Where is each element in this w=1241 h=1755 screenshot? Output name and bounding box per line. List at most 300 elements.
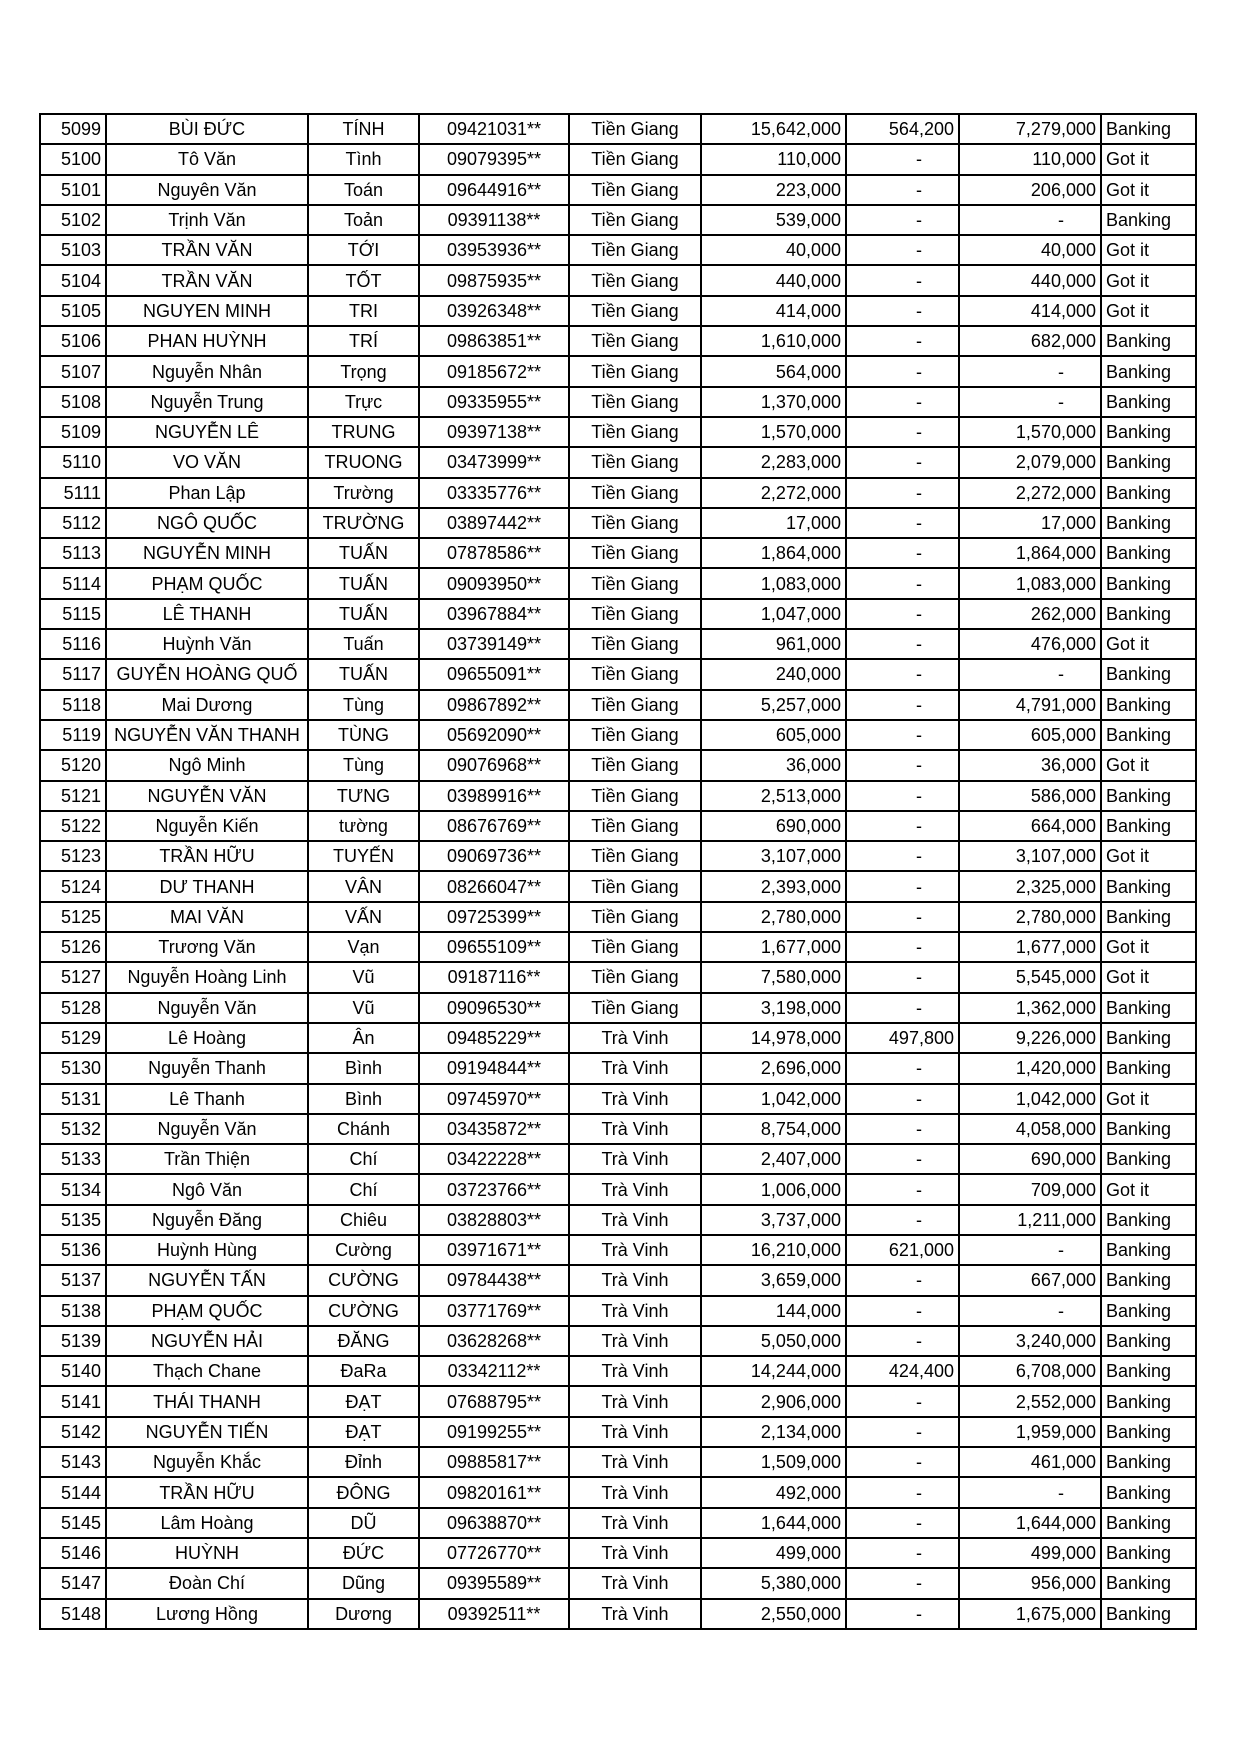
cell-last-name: Đỉnh xyxy=(308,1447,419,1477)
cell-phone: 03989916** xyxy=(419,781,569,811)
cell-first-name: TRẦN VĂN xyxy=(106,235,308,265)
cell-id: 5137 xyxy=(40,1265,106,1295)
cell-status: Got it xyxy=(1101,962,1196,992)
cell-amount-3: 956,000 xyxy=(959,1568,1101,1598)
cell-phone: 03723766** xyxy=(419,1174,569,1204)
cell-first-name: TRẦN HỮU xyxy=(106,841,308,871)
cell-amount-2: - xyxy=(846,841,959,871)
cell-status: Banking xyxy=(1101,1144,1196,1174)
cell-amount-1: 1,509,000 xyxy=(701,1447,846,1477)
cell-phone: 09863851** xyxy=(419,326,569,356)
cell-last-name: ĐaRa xyxy=(308,1356,419,1386)
cell-amount-3: 690,000 xyxy=(959,1144,1101,1174)
cell-province: Tiền Giang xyxy=(569,993,701,1023)
cell-status: Banking xyxy=(1101,720,1196,750)
table-row xyxy=(40,841,1196,871)
cell-first-name: Nguyễn Hoàng Linh xyxy=(106,962,308,992)
cell-amount-2: - xyxy=(846,356,959,386)
cell-province: Tiền Giang xyxy=(569,387,701,417)
cell-id: 5133 xyxy=(40,1144,106,1174)
cell-amount-1: 2,272,000 xyxy=(701,478,846,508)
cell-amount-3: 2,780,000 xyxy=(959,902,1101,932)
cell-amount-2: - xyxy=(846,811,959,841)
cell-phone: 03473999** xyxy=(419,447,569,477)
cell-province: Tiền Giang xyxy=(569,659,701,689)
cell-last-name: TƯNG xyxy=(308,781,419,811)
cell-amount-3: 1,675,000 xyxy=(959,1599,1101,1629)
cell-province: Trà Vinh xyxy=(569,1053,701,1083)
table-row xyxy=(40,296,1196,326)
cell-amount-1: 5,380,000 xyxy=(701,1568,846,1598)
cell-amount-3: 461,000 xyxy=(959,1447,1101,1477)
cell-province: Trà Vinh xyxy=(569,1265,701,1295)
cell-last-name: TỐT xyxy=(308,265,419,295)
cell-phone: 07726770** xyxy=(419,1538,569,1568)
cell-id: 5123 xyxy=(40,841,106,871)
cell-id: 5111 xyxy=(40,478,106,508)
cell-first-name: Ngô Minh xyxy=(106,750,308,780)
cell-id: 5140 xyxy=(40,1356,106,1386)
cell-amount-1: 14,244,000 xyxy=(701,1356,846,1386)
cell-last-name: Tùng xyxy=(308,750,419,780)
cell-province: Trà Vinh xyxy=(569,1447,701,1477)
table-row xyxy=(40,1114,1196,1144)
cell-id: 5136 xyxy=(40,1235,106,1265)
cell-amount-3: - xyxy=(959,387,1101,417)
cell-last-name: Cường xyxy=(308,1235,419,1265)
cell-amount-2: - xyxy=(846,1447,959,1477)
table-row xyxy=(40,962,1196,992)
cell-status: Banking xyxy=(1101,1386,1196,1416)
cell-phone: 09187116** xyxy=(419,962,569,992)
cell-amount-2: - xyxy=(846,1174,959,1204)
cell-last-name: ĐÔNG xyxy=(308,1477,419,1507)
cell-status: Banking xyxy=(1101,1114,1196,1144)
cell-amount-1: 5,050,000 xyxy=(701,1326,846,1356)
cell-amount-1: 15,642,000 xyxy=(701,114,846,144)
cell-first-name: TRẦN HỮU xyxy=(106,1477,308,1507)
cell-province: Trà Vinh xyxy=(569,1296,701,1326)
cell-province: Tiền Giang xyxy=(569,114,701,144)
cell-first-name: LÊ THANH xyxy=(106,599,308,629)
cell-last-name: Trọng xyxy=(308,356,419,386)
cell-status: Got it xyxy=(1101,144,1196,174)
cell-amount-1: 2,393,000 xyxy=(701,871,846,901)
cell-id: 5124 xyxy=(40,871,106,901)
cell-amount-2: - xyxy=(846,235,959,265)
cell-amount-1: 1,644,000 xyxy=(701,1508,846,1538)
cell-province: Trà Vinh xyxy=(569,1326,701,1356)
cell-last-name: Vũ xyxy=(308,993,419,1023)
cell-last-name: Vũ xyxy=(308,962,419,992)
data-table xyxy=(39,113,1197,1630)
cell-last-name: Vạn xyxy=(308,932,419,962)
cell-province: Trà Vinh xyxy=(569,1023,701,1053)
cell-amount-2: - xyxy=(846,447,959,477)
cell-amount-1: 414,000 xyxy=(701,296,846,326)
cell-phone: 03971671** xyxy=(419,1235,569,1265)
cell-first-name: Phan Lập xyxy=(106,478,308,508)
table-row xyxy=(40,417,1196,447)
cell-amount-3: - xyxy=(959,1477,1101,1507)
cell-status: Got it xyxy=(1101,1084,1196,1114)
cell-amount-3: 682,000 xyxy=(959,326,1101,356)
table-row xyxy=(40,932,1196,962)
cell-first-name: Nguyễn Thanh xyxy=(106,1053,308,1083)
cell-amount-3: 110,000 xyxy=(959,144,1101,174)
cell-amount-3: 1,083,000 xyxy=(959,568,1101,598)
cell-amount-1: 440,000 xyxy=(701,265,846,295)
cell-province: Trà Vinh xyxy=(569,1205,701,1235)
cell-id: 5100 xyxy=(40,144,106,174)
cell-id: 5105 xyxy=(40,296,106,326)
cell-status: Banking xyxy=(1101,871,1196,901)
cell-amount-2: - xyxy=(846,205,959,235)
cell-amount-2: - xyxy=(846,1144,959,1174)
cell-first-name: NGUYEN MINH xyxy=(106,296,308,326)
cell-phone: 09820161** xyxy=(419,1477,569,1507)
cell-status: Banking xyxy=(1101,1508,1196,1538)
cell-province: Trà Vinh xyxy=(569,1538,701,1568)
cell-id: 5142 xyxy=(40,1417,106,1447)
cell-phone: 03953936** xyxy=(419,235,569,265)
cell-amount-1: 2,906,000 xyxy=(701,1386,846,1416)
cell-status: Banking xyxy=(1101,599,1196,629)
cell-last-name: Toán xyxy=(308,175,419,205)
cell-first-name: Trương Văn xyxy=(106,932,308,962)
cell-last-name: DŨ xyxy=(308,1508,419,1538)
table-row xyxy=(40,1023,1196,1053)
cell-amount-3: 7,279,000 xyxy=(959,114,1101,144)
cell-first-name: Mai Dương xyxy=(106,690,308,720)
cell-phone: 09638870** xyxy=(419,1508,569,1538)
cell-last-name: Chí xyxy=(308,1174,419,1204)
cell-amount-3: 605,000 xyxy=(959,720,1101,750)
cell-amount-2: - xyxy=(846,1599,959,1629)
cell-phone: 09885817** xyxy=(419,1447,569,1477)
cell-last-name: Chiêu xyxy=(308,1205,419,1235)
cell-phone: 03828803** xyxy=(419,1205,569,1235)
cell-province: Tiền Giang xyxy=(569,781,701,811)
cell-last-name: CƯỜNG xyxy=(308,1265,419,1295)
cell-province: Trà Vinh xyxy=(569,1568,701,1598)
cell-last-name: TÙNG xyxy=(308,720,419,750)
cell-id: 5104 xyxy=(40,265,106,295)
cell-last-name: TUẤN xyxy=(308,568,419,598)
cell-last-name: Tình xyxy=(308,144,419,174)
cell-amount-1: 1,677,000 xyxy=(701,932,846,962)
cell-province: Trà Vinh xyxy=(569,1174,701,1204)
cell-last-name: Chánh xyxy=(308,1114,419,1144)
table-row xyxy=(40,205,1196,235)
cell-last-name: Tuấn xyxy=(308,629,419,659)
cell-status: Banking xyxy=(1101,356,1196,386)
cell-first-name: NGUYỄN VĂN xyxy=(106,781,308,811)
cell-first-name: Nguyễn Văn xyxy=(106,1114,308,1144)
cell-amount-3: 667,000 xyxy=(959,1265,1101,1295)
cell-amount-1: 2,283,000 xyxy=(701,447,846,477)
cell-province: Tiền Giang xyxy=(569,478,701,508)
cell-status: Got it xyxy=(1101,750,1196,780)
cell-first-name: Nguyễn Đăng xyxy=(106,1205,308,1235)
cell-first-name: Lâm Hoàng xyxy=(106,1508,308,1538)
cell-id: 5103 xyxy=(40,235,106,265)
cell-id: 5138 xyxy=(40,1296,106,1326)
cell-first-name: NGUYỄN TIẾN xyxy=(106,1417,308,1447)
cell-amount-2: - xyxy=(846,720,959,750)
cell-province: Tiền Giang xyxy=(569,538,701,568)
cell-id: 5148 xyxy=(40,1599,106,1629)
cell-status: Got it xyxy=(1101,629,1196,659)
cell-amount-2: - xyxy=(846,1326,959,1356)
cell-status: Got it xyxy=(1101,1174,1196,1204)
cell-amount-3: 3,240,000 xyxy=(959,1326,1101,1356)
cell-amount-2: - xyxy=(846,690,959,720)
cell-last-name: TRUNG xyxy=(308,417,419,447)
cell-status: Got it xyxy=(1101,296,1196,326)
cell-id: 5145 xyxy=(40,1508,106,1538)
cell-phone: 09096530** xyxy=(419,993,569,1023)
cell-phone: 03967884** xyxy=(419,599,569,629)
cell-amount-2: - xyxy=(846,265,959,295)
cell-phone: 09076968** xyxy=(419,750,569,780)
cell-status: Banking xyxy=(1101,1356,1196,1386)
cell-amount-1: 36,000 xyxy=(701,750,846,780)
cell-province: Tiền Giang xyxy=(569,326,701,356)
cell-last-name: Trường xyxy=(308,478,419,508)
cell-first-name: GUYỄN HOÀNG QUỐ xyxy=(106,659,308,689)
cell-amount-3: 1,864,000 xyxy=(959,538,1101,568)
cell-amount-2: - xyxy=(846,932,959,962)
cell-first-name: Thạch Chane xyxy=(106,1356,308,1386)
cell-amount-3: 499,000 xyxy=(959,1538,1101,1568)
cell-id: 5132 xyxy=(40,1114,106,1144)
cell-id: 5120 xyxy=(40,750,106,780)
cell-last-name: Chí xyxy=(308,1144,419,1174)
cell-first-name: Nguyễn Trung xyxy=(106,387,308,417)
cell-phone: 09093950** xyxy=(419,568,569,598)
cell-amount-3: 40,000 xyxy=(959,235,1101,265)
cell-amount-2: - xyxy=(846,1053,959,1083)
cell-province: Tiền Giang xyxy=(569,902,701,932)
cell-last-name: Bình xyxy=(308,1084,419,1114)
cell-amount-2: - xyxy=(846,508,959,538)
cell-status: Banking xyxy=(1101,205,1196,235)
cell-amount-3: - xyxy=(959,1235,1101,1265)
cell-last-name: TRƯỜNG xyxy=(308,508,419,538)
cell-status: Banking xyxy=(1101,1447,1196,1477)
cell-phone: 09397138** xyxy=(419,417,569,447)
cell-id: 5126 xyxy=(40,932,106,962)
table-row xyxy=(40,326,1196,356)
cell-amount-1: 144,000 xyxy=(701,1296,846,1326)
cell-amount-3: 476,000 xyxy=(959,629,1101,659)
cell-amount-2: - xyxy=(846,326,959,356)
cell-province: Tiền Giang xyxy=(569,690,701,720)
cell-first-name: Lê Thanh xyxy=(106,1084,308,1114)
cell-last-name: TUẤN xyxy=(308,538,419,568)
cell-amount-2: - xyxy=(846,1265,959,1295)
cell-id: 5127 xyxy=(40,962,106,992)
cell-amount-2: - xyxy=(846,750,959,780)
cell-amount-1: 1,864,000 xyxy=(701,538,846,568)
cell-last-name: Dương xyxy=(308,1599,419,1629)
cell-id: 5114 xyxy=(40,568,106,598)
cell-first-name: Lê Hoàng xyxy=(106,1023,308,1053)
cell-province: Tiền Giang xyxy=(569,508,701,538)
cell-province: Tiền Giang xyxy=(569,750,701,780)
cell-last-name: Trực xyxy=(308,387,419,417)
table-row xyxy=(40,1144,1196,1174)
cell-status: Banking xyxy=(1101,690,1196,720)
table-row xyxy=(40,265,1196,295)
cell-amount-2: - xyxy=(846,1508,959,1538)
cell-phone: 09421031** xyxy=(419,114,569,144)
cell-amount-3: 2,325,000 xyxy=(959,871,1101,901)
cell-status: Got it xyxy=(1101,841,1196,871)
cell-amount-3: - xyxy=(959,356,1101,386)
cell-amount-3: 1,042,000 xyxy=(959,1084,1101,1114)
cell-id: 5112 xyxy=(40,508,106,538)
table-row xyxy=(40,1386,1196,1416)
cell-id: 5143 xyxy=(40,1447,106,1477)
cell-id: 5102 xyxy=(40,205,106,235)
cell-status: Banking xyxy=(1101,902,1196,932)
cell-last-name: TUẤN xyxy=(308,599,419,629)
table-row xyxy=(40,1084,1196,1114)
cell-amount-2: - xyxy=(846,538,959,568)
cell-id: 5108 xyxy=(40,387,106,417)
cell-amount-2: - xyxy=(846,871,959,901)
cell-amount-3: 206,000 xyxy=(959,175,1101,205)
cell-id: 5141 xyxy=(40,1386,106,1416)
cell-last-name: ĐỨC xyxy=(308,1538,419,1568)
table-row xyxy=(40,1447,1196,1477)
cell-first-name: VO VĂN xyxy=(106,447,308,477)
cell-amount-3: 6,708,000 xyxy=(959,1356,1101,1386)
cell-amount-2: 621,000 xyxy=(846,1235,959,1265)
cell-status: Got it xyxy=(1101,265,1196,295)
cell-amount-1: 5,257,000 xyxy=(701,690,846,720)
cell-status: Banking xyxy=(1101,1417,1196,1447)
cell-id: 5110 xyxy=(40,447,106,477)
cell-status: Banking xyxy=(1101,1205,1196,1235)
cell-amount-2: - xyxy=(846,387,959,417)
cell-first-name: Trần Thiện xyxy=(106,1144,308,1174)
cell-province: Trà Vinh xyxy=(569,1417,701,1447)
cell-amount-3: 1,211,000 xyxy=(959,1205,1101,1235)
cell-first-name: TRẦN VĂN xyxy=(106,265,308,295)
cell-phone: 07878586** xyxy=(419,538,569,568)
cell-first-name: NGUYỄN HẢI xyxy=(106,1326,308,1356)
cell-phone: 09644916** xyxy=(419,175,569,205)
cell-amount-1: 1,047,000 xyxy=(701,599,846,629)
cell-first-name: NGUYỄN TẤN xyxy=(106,1265,308,1295)
cell-amount-1: 961,000 xyxy=(701,629,846,659)
cell-status: Banking xyxy=(1101,387,1196,417)
cell-phone: 09391138** xyxy=(419,205,569,235)
cell-amount-1: 2,780,000 xyxy=(701,902,846,932)
cell-id: 5113 xyxy=(40,538,106,568)
cell-province: Tiền Giang xyxy=(569,629,701,659)
cell-first-name: MAI VĂN xyxy=(106,902,308,932)
cell-id: 5125 xyxy=(40,902,106,932)
cell-status: Got it xyxy=(1101,175,1196,205)
table-row xyxy=(40,1538,1196,1568)
cell-amount-1: 1,006,000 xyxy=(701,1174,846,1204)
cell-phone: 08676769** xyxy=(419,811,569,841)
cell-amount-3: 1,644,000 xyxy=(959,1508,1101,1538)
cell-first-name: Nguyễn Khắc xyxy=(106,1447,308,1477)
cell-status: Banking xyxy=(1101,781,1196,811)
cell-amount-3: 5,545,000 xyxy=(959,962,1101,992)
table-row xyxy=(40,629,1196,659)
cell-amount-3: 17,000 xyxy=(959,508,1101,538)
cell-province: Tiền Giang xyxy=(569,568,701,598)
cell-amount-3: - xyxy=(959,1296,1101,1326)
cell-status: Banking xyxy=(1101,326,1196,356)
cell-status: Banking xyxy=(1101,1538,1196,1568)
cell-first-name: Huỳnh Hùng xyxy=(106,1235,308,1265)
cell-amount-2: 564,200 xyxy=(846,114,959,144)
cell-phone: 07688795** xyxy=(419,1386,569,1416)
cell-status: Banking xyxy=(1101,478,1196,508)
cell-phone: 09194844** xyxy=(419,1053,569,1083)
table-row xyxy=(40,478,1196,508)
cell-amount-1: 3,198,000 xyxy=(701,993,846,1023)
cell-id: 5131 xyxy=(40,1084,106,1114)
table-row xyxy=(40,538,1196,568)
cell-province: Tiền Giang xyxy=(569,447,701,477)
cell-province: Trà Vinh xyxy=(569,1235,701,1265)
cell-first-name: Nguyễn Nhân xyxy=(106,356,308,386)
cell-amount-1: 499,000 xyxy=(701,1538,846,1568)
table-row xyxy=(40,902,1196,932)
cell-phone: 03739149** xyxy=(419,629,569,659)
table-row xyxy=(40,1265,1196,1295)
cell-last-name: ĐẠT xyxy=(308,1417,419,1447)
cell-amount-3: 3,107,000 xyxy=(959,841,1101,871)
table-row xyxy=(40,1568,1196,1598)
cell-status: Got it xyxy=(1101,932,1196,962)
cell-status: Banking xyxy=(1101,447,1196,477)
cell-province: Tiền Giang xyxy=(569,811,701,841)
cell-amount-3: 2,272,000 xyxy=(959,478,1101,508)
cell-id: 5135 xyxy=(40,1205,106,1235)
cell-province: Trà Vinh xyxy=(569,1386,701,1416)
cell-amount-2: - xyxy=(846,1084,959,1114)
cell-id: 5122 xyxy=(40,811,106,841)
table-row xyxy=(40,356,1196,386)
cell-last-name: Ân xyxy=(308,1023,419,1053)
cell-amount-1: 2,550,000 xyxy=(701,1599,846,1629)
cell-phone: 09655109** xyxy=(419,932,569,962)
cell-province: Trà Vinh xyxy=(569,1144,701,1174)
cell-amount-1: 3,737,000 xyxy=(701,1205,846,1235)
cell-last-name: TÍNH xyxy=(308,114,419,144)
cell-amount-1: 1,083,000 xyxy=(701,568,846,598)
cell-first-name: THÁI THANH xyxy=(106,1386,308,1416)
cell-phone: 09784438** xyxy=(419,1265,569,1295)
cell-amount-3: - xyxy=(959,659,1101,689)
table-row xyxy=(40,690,1196,720)
cell-amount-2: - xyxy=(846,296,959,326)
cell-amount-1: 2,407,000 xyxy=(701,1144,846,1174)
cell-amount-1: 539,000 xyxy=(701,205,846,235)
table-row xyxy=(40,1477,1196,1507)
cell-id: 5101 xyxy=(40,175,106,205)
table-row xyxy=(40,720,1196,750)
